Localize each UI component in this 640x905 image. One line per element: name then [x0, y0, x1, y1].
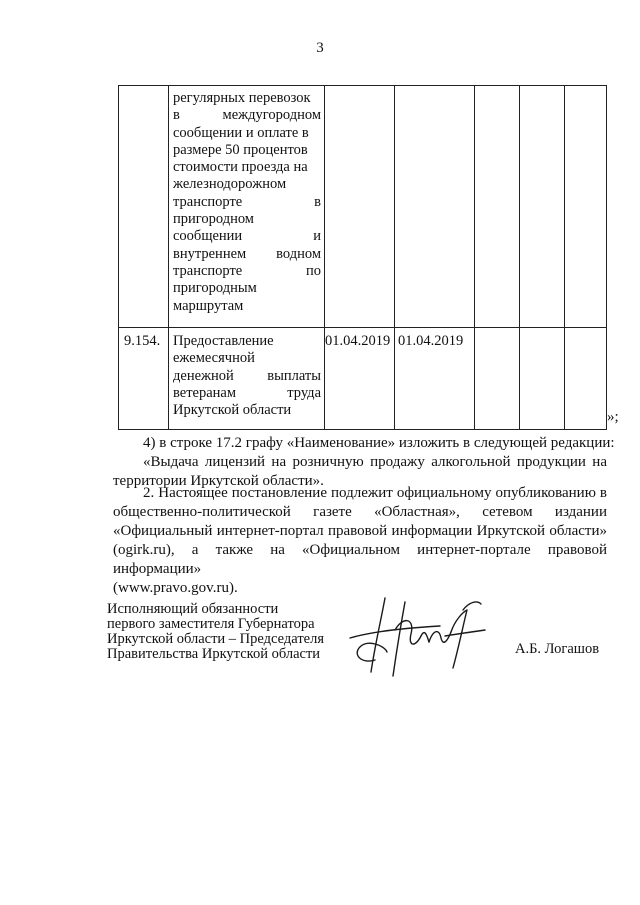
row1-name-line: сообщении и — [173, 228, 321, 245]
row1-name-line: пригородном — [173, 211, 254, 228]
row2-name-line: Иркутской области — [173, 402, 292, 419]
item-2-line: «Официальный интернет-портал правовой информации Иркутской области» — [113, 523, 607, 539]
position-line: Правительства Иркутской области — [107, 646, 321, 662]
position-line: первого заместителя Губернатора — [107, 616, 315, 632]
row2-number: 9.154. — [124, 333, 161, 349]
table-bottom-border — [118, 429, 607, 430]
row1-name-line: регулярных перевозок — [173, 90, 311, 106]
row2-date-start: 01.04.2019 — [325, 333, 391, 349]
handwritten-signature — [345, 590, 495, 680]
row1-name-line: железнодорожном — [173, 176, 287, 193]
row1-name-line: размере 50 процентов — [173, 141, 308, 158]
item-2-paragraph — [113, 484, 607, 598]
col-border — [564, 85, 565, 430]
signatory-position — [107, 602, 324, 662]
item-4-paragraph: 4) в строке 17.2 графу «Наименование» изложить в следующей редакции: — [143, 435, 615, 451]
row2-name-cell — [173, 333, 321, 419]
row2-date-end: 01.04.2019 — [398, 333, 464, 349]
item-2-line: 2. Настоящее постановление подлежит официальному опубликованию в — [143, 485, 607, 501]
item-2-line: (ogirk.ru), а также на «Официальном интернет-портале правовой информации» — [113, 542, 607, 577]
table-row-divider — [118, 327, 607, 328]
row2-name-line: ежемесячной — [173, 350, 255, 367]
col-border — [606, 85, 607, 430]
col-border — [324, 85, 325, 430]
row1-name-line: транспорте в — [173, 193, 321, 210]
col-border — [474, 85, 475, 430]
row1-name-cell — [173, 90, 321, 315]
row1-name-line: в междугородном — [173, 107, 321, 124]
quote-line: «Выдача лицензий на розничную продажу алкогольной продукции на — [143, 454, 607, 470]
row2-name-line: Предоставление — [173, 333, 274, 349]
row1-name-line: транспорте по — [173, 262, 321, 279]
col-border — [394, 85, 395, 430]
row1-name-line: внутреннем водном — [173, 245, 321, 262]
item-2-line: общественно-политической газете «Областная», сетевом издании — [113, 504, 607, 520]
signatory-name: А.Б. Логашов — [515, 641, 600, 657]
row2-name-line: денежной выплаты — [173, 367, 321, 384]
page-number: 3 — [316, 40, 324, 56]
row1-name-line: маршрутам — [173, 297, 244, 314]
position-line: Исполняющий обязанности — [107, 601, 279, 617]
table-top-border — [118, 85, 607, 86]
row1-name-line: стоимости проезда на — [173, 159, 308, 176]
services-table — [118, 85, 607, 430]
item-2-line: (www.pravo.gov.ru). — [113, 580, 238, 596]
position-line: Иркутской области – Председателя — [107, 631, 324, 647]
col-border — [519, 85, 520, 430]
col-border — [168, 85, 169, 430]
col-border — [118, 85, 119, 430]
row2-name-line: ветеранам труда — [173, 384, 321, 401]
row1-name-line: пригородным — [173, 280, 257, 297]
row1-name-line: сообщении и оплате в — [173, 124, 309, 141]
closing-quote-mark: »; — [607, 409, 619, 425]
quote-line: территории Иркутской области». — [113, 473, 324, 489]
